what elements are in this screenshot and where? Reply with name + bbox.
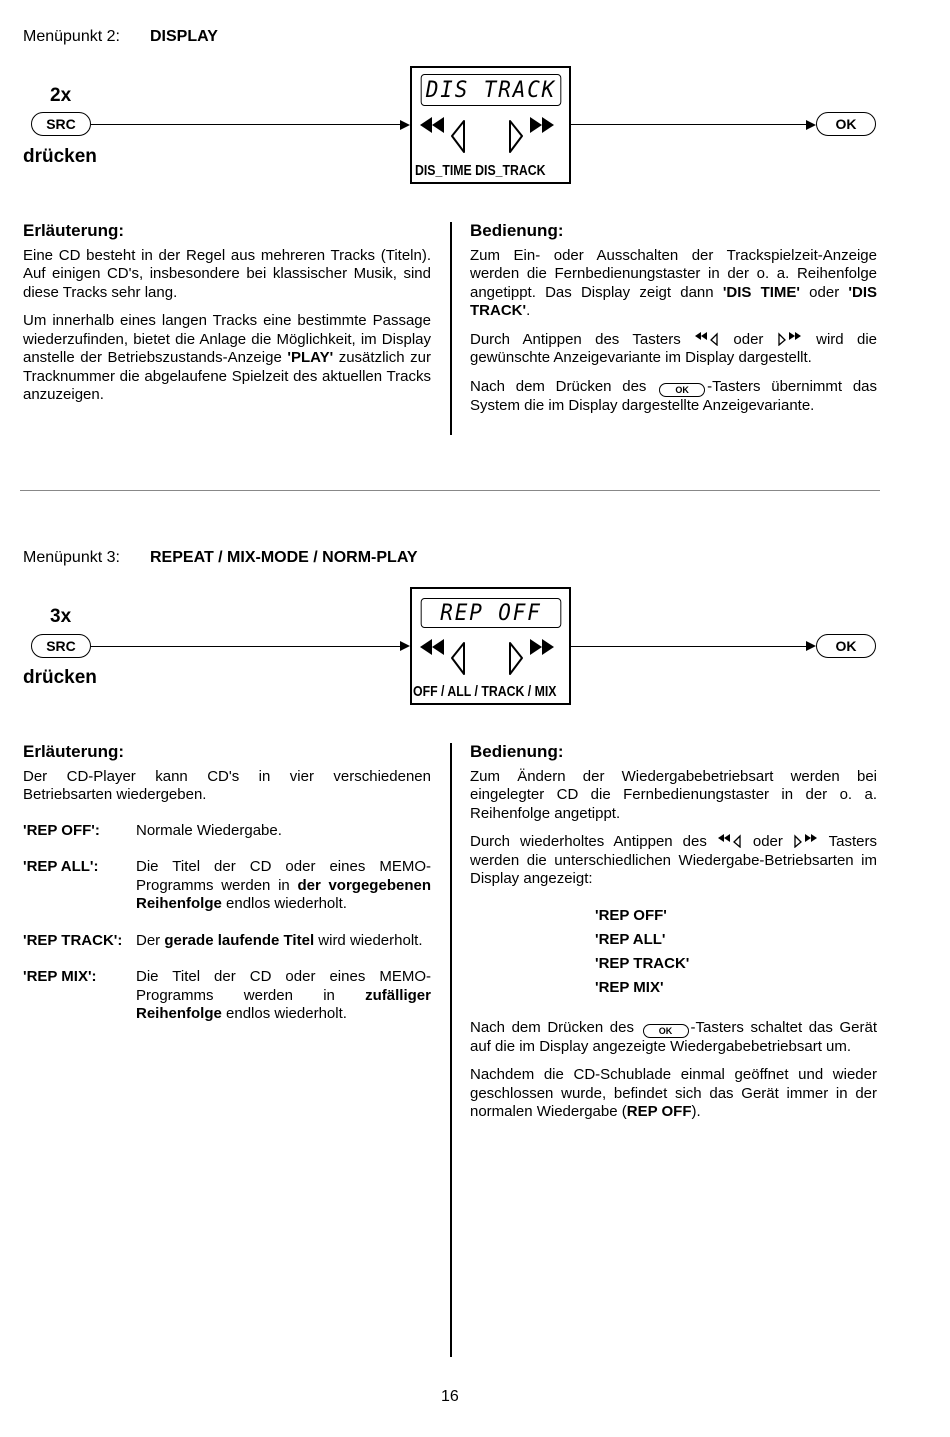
mode-item: 'REP MIX' [595, 978, 664, 996]
arrow-right-icon [400, 641, 410, 651]
lcd-readout: DIS TRACK [421, 74, 562, 106]
arrow-right-icon [806, 641, 816, 651]
explanation-paragraph: Der CD-Player kann CD's in vier verschiedenen Betriebsarten wiedergeben. [23, 767, 431, 803]
menu-title-repeat: REPEAT / MIX-MODE / NORM-PLAY [150, 549, 418, 566]
operation-column [470, 222, 877, 425]
operation-paragraph: Nachdem die CD-Schublade einmal geöffnet und wieder geschlossen wurde, befindet sich das Gerät immer in der normalen Wiedergabe (REP OFF). [470, 1066, 877, 1120]
ok-inline-icon: OK [643, 1024, 689, 1038]
operation-heading: Bedienung: [470, 742, 564, 761]
forward-icon [510, 117, 554, 152]
explanation-column [23, 222, 431, 415]
display-panel [410, 587, 571, 705]
lcd-readout: REP OFF [421, 598, 562, 628]
menu-label-3: Menüpunkt 3: [23, 549, 120, 566]
explanation-paragraph: Eine CD besteht in der Regel aus mehreren Tracks (Titeln). Auf einigen CD's, insbesondere bei klassischer Musik, sind diese Tracks sehr lang. [23, 246, 431, 301]
flow-line [571, 646, 808, 647]
ok-inline-icon: OK [659, 383, 705, 397]
prev-next-icons [418, 112, 566, 158]
src-button[interactable]: SRC [31, 634, 91, 658]
press-count: 3x [50, 606, 72, 627]
flow-line [91, 646, 401, 647]
menu-label-2: Menüpunkt 2: [23, 28, 120, 45]
mode-definition: 'REP OFF': Normale Wiedergabe. [23, 821, 282, 839]
operation-heading: Bedienung: [470, 221, 564, 240]
flow-line [571, 124, 808, 125]
flow-line [91, 124, 401, 125]
mode-definition: 'REP MIX': Die Titel der CD oder eines MEMO-Programms werden in zufälliger Reihenfolge endlos wiederholt. [23, 968, 431, 1022]
column-divider [450, 743, 452, 1357]
explanation-heading: Erläuterung: [23, 221, 125, 240]
ok-button[interactable]: OK [816, 634, 876, 658]
rewind-icon [420, 639, 464, 674]
forward-icon [777, 331, 803, 346]
rewind-icon [420, 117, 464, 152]
mode-definition: 'REP TRACK': Der gerade laufende Titel wird wiederholt. [23, 931, 423, 949]
operation-paragraph: Nach dem Drücken des OK -Tasters übernimmt das System die im Display dargestellte Anzeigevariante. [470, 377, 877, 414]
press-label: drücken [23, 146, 97, 167]
mode-definition: 'REP ALL': Die Titel der CD oder eines MEMO-Programms werden in der vorgegebenen Reihenfolge endlos wiederholt. [23, 858, 431, 912]
explanation-heading: Erläuterung: [23, 742, 125, 761]
mode-item: 'REP OFF' [595, 906, 667, 924]
press-label: drücken [23, 667, 97, 688]
column-divider [450, 222, 452, 435]
forward-icon [793, 833, 819, 848]
page-number: 16 [441, 1388, 459, 1405]
prev-next-icons [418, 634, 566, 680]
mode-item: 'REP ALL' [595, 930, 666, 948]
ok-button[interactable]: OK [816, 112, 876, 136]
display-caption: OFF / ALL / TRACK / MIX [413, 683, 557, 700]
operation-paragraph: Zum Ändern der Wiedergabebetriebsart werden bei eingelegter CD die Fernbedienungstaster in der o. a. Reihenfolge angetippt. [470, 767, 877, 822]
menu-title-display: DISPLAY [150, 28, 218, 45]
operation-paragraph: Zum Ein- oder Ausschalten der Trackspielzeit-Anzeige werden die Fernbedienungstaster in der o. a. Reihenfolge angetippt. Das Display zeigt dann 'DIS TIME' oder 'DIS TRACK'. [470, 246, 877, 319]
section-separator [20, 490, 880, 491]
operation-paragraph: Nach dem Drücken des OK -Tasters schaltet das Gerät auf die im Display angezeigte Wiedergabebetriebsart um. [470, 1018, 877, 1055]
explanation-column [23, 743, 431, 1042]
explanation-paragraph: Um innerhalb eines langen Tracks eine bestimmte Passage wiederzufinden, bietet die Anlage die Möglichkeit, im Display anstelle der Betriebszustands-Anzeige 'PLAY' zusätzlich zur Tracknummer die abgelaufene Spielzeit des aktuellen Tracks anzuzeigen. [23, 312, 431, 403]
press-count: 2x [50, 85, 72, 106]
display-panel [410, 66, 571, 184]
operation-column [470, 743, 877, 1132]
arrow-right-icon [806, 120, 816, 130]
operation-paragraph: Durch wiederholtes Antippen des oder Tasters werden die unterschiedlichen Wiedergabe-Betriebsarten im Display angezeigt: [470, 833, 877, 887]
rewind-icon [694, 331, 720, 346]
mode-item: 'REP TRACK' [595, 954, 690, 972]
arrow-right-icon [400, 120, 410, 130]
forward-icon [510, 639, 554, 674]
display-caption: DIS_TIME DIS_TRACK [415, 162, 546, 179]
src-button[interactable]: SRC [31, 112, 91, 136]
operation-paragraph: Durch Antippen des Tasters oder wird die gewünschte Anzeigevariante im Display dargestellt. [470, 330, 877, 366]
rewind-icon [717, 833, 743, 848]
mode-list [470, 907, 877, 1003]
